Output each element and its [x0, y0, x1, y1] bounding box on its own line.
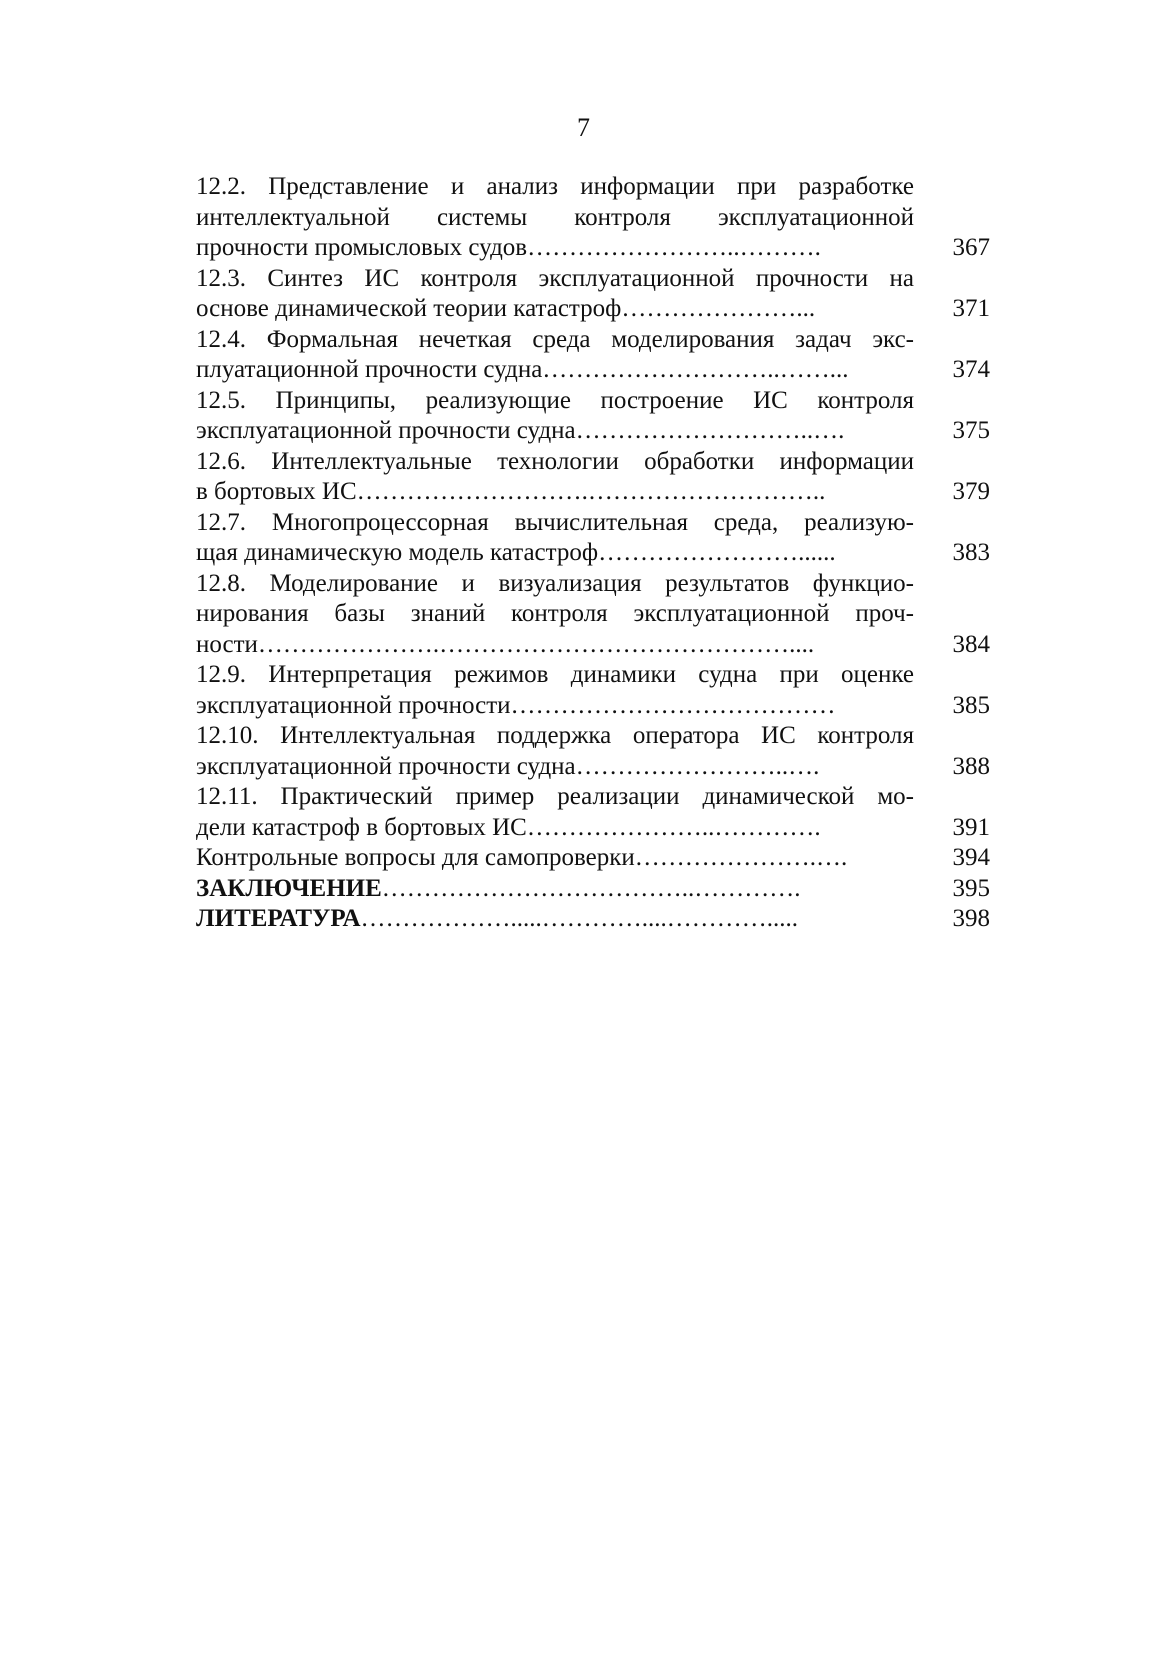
- toc-page-number: 388: [952, 752, 990, 780]
- toc-entry-line: 12.10. Интеллектуальная поддержка оператора ИС контроля: [196, 722, 914, 749]
- toc-entry-line: [196, 843, 990, 874]
- toc-entry-leader: дели катастроф в бортовых ИС…………………..………….: [196, 813, 821, 841]
- toc-entry-line: 12.3. Синтез ИС контроля эксплуатационной прочности на: [196, 264, 914, 292]
- toc-entry-leader: щая динамическую модель катастроф……………………......: [196, 539, 836, 566]
- toc-entry-line: 12.8. Моделирование и визуализация результатов функцио-: [196, 569, 914, 597]
- toc-entry-line: [196, 538, 990, 569]
- toc-entry: [196, 874, 990, 905]
- toc-entry-line: 12.4. Формальная нечеткая среда моделирования задач экс-: [196, 325, 914, 353]
- toc-entry-text: [196, 294, 914, 325]
- toc-entry: [196, 843, 990, 874]
- toc-entry: [196, 569, 990, 661]
- toc-entry-line: 12.7. Многопроцессорная вычислительная среда, реализую-: [196, 508, 914, 536]
- toc-entry-leader: в бортовых ИС……………………….………………………..: [196, 478, 826, 505]
- toc-entry-text: [196, 630, 914, 661]
- toc-entry-text: [196, 538, 914, 569]
- toc-page-number: 375: [952, 417, 990, 444]
- toc-entry-leader: Контрольные вопросы для самопроверки………………….….: [196, 844, 848, 871]
- toc-entry: [196, 325, 990, 386]
- toc-entry: [196, 386, 990, 447]
- toc-entry: [196, 904, 990, 935]
- toc-entry-line: [196, 477, 990, 508]
- toc-page-number: 374: [952, 356, 990, 383]
- toc-entry-line: [196, 752, 990, 783]
- page-number: 7: [577, 113, 590, 142]
- toc-entry-line: [196, 294, 990, 325]
- toc-entry-text: [196, 477, 914, 508]
- toc-page-number: 371: [952, 295, 990, 322]
- toc-entry-leader: эксплуатационной прочности судна……………………..….: [196, 752, 820, 780]
- toc-page-number: 391: [952, 813, 990, 841]
- toc-entry-text: [196, 233, 914, 264]
- toc-entry-leader: ……………….....…………....………….....: [360, 905, 799, 932]
- toc-entry: [196, 264, 990, 325]
- toc-entry-title: ЗАКЛЮЧЕНИЕ: [196, 874, 382, 902]
- toc-page-number: 398: [952, 905, 990, 932]
- toc-entry-leader: ности………………….……………………………………....: [196, 630, 815, 658]
- toc-entry-text: [196, 752, 914, 783]
- toc-entry: [196, 721, 990, 782]
- toc-entry-text: [196, 874, 914, 905]
- toc-entry-text: [196, 416, 914, 447]
- toc-entry-title: ЛИТЕРАТУРА: [196, 905, 361, 932]
- toc-entry-line: 12.11. Практический пример реализации динамической мо-: [196, 783, 914, 810]
- toc-entry-line: [196, 630, 990, 661]
- toc-entry: [196, 447, 990, 508]
- toc-page-number: 384: [952, 630, 990, 658]
- toc-page-number: 395: [952, 874, 990, 902]
- toc-page-number: 383: [952, 539, 990, 566]
- toc-entry-text: [196, 813, 914, 844]
- toc-entry-line: [196, 904, 990, 935]
- toc-entry-leader: ………………………………..………….: [381, 874, 801, 902]
- toc-entry-leader: эксплуатационной прочности судна………………………..….: [196, 417, 845, 444]
- toc-entry-text: [196, 904, 914, 935]
- toc-page-number: 367: [952, 234, 990, 261]
- toc-entry-text: [196, 691, 914, 722]
- toc-entry-line: 12.9. Интерпретация режимов динамики судна при оценке: [196, 661, 914, 688]
- toc-page-number: 379: [952, 478, 990, 505]
- toc-entry-line: [196, 813, 990, 844]
- toc-entry-line: 12.5. Принципы, реализующие построение ИС контроля: [196, 386, 914, 414]
- toc-entry: [196, 782, 990, 843]
- toc-entry-text: [196, 843, 914, 874]
- toc-entry-leader: основе динамической теории катастроф…………………...: [196, 295, 816, 322]
- toc-entry-leader: эксплуатационной прочности…………………………………: [196, 691, 836, 719]
- toc-entry-line: нирования базы знаний контроля эксплуатационной проч-: [196, 600, 914, 627]
- toc-entry-line: [196, 233, 990, 264]
- toc-entry: [196, 660, 990, 721]
- toc-entry-line: [196, 874, 990, 905]
- toc-entry-line: [196, 691, 990, 722]
- table-of-contents: [196, 172, 990, 935]
- toc-page-number: 394: [952, 844, 990, 871]
- toc-entry: [196, 172, 990, 264]
- toc-entry: [196, 508, 990, 569]
- toc-entry-line: [196, 355, 990, 386]
- toc-entry-line: 12.2. Представление и анализ информации при разработке: [196, 173, 914, 200]
- toc-entry-line: 12.6. Интеллектуальные технологии обработки информации: [196, 447, 914, 475]
- toc-entry-text: [196, 355, 914, 386]
- toc-entry-leader: прочности промысловых судов……………………..……….: [196, 234, 821, 261]
- toc-entry-line: [196, 416, 990, 447]
- toc-entry-leader: плуатационной прочности судна………………………..……...: [196, 356, 849, 383]
- toc-page-number: 385: [952, 691, 990, 719]
- toc-entry-line: интеллектуальной системы контроля эксплуатационной: [196, 203, 914, 231]
